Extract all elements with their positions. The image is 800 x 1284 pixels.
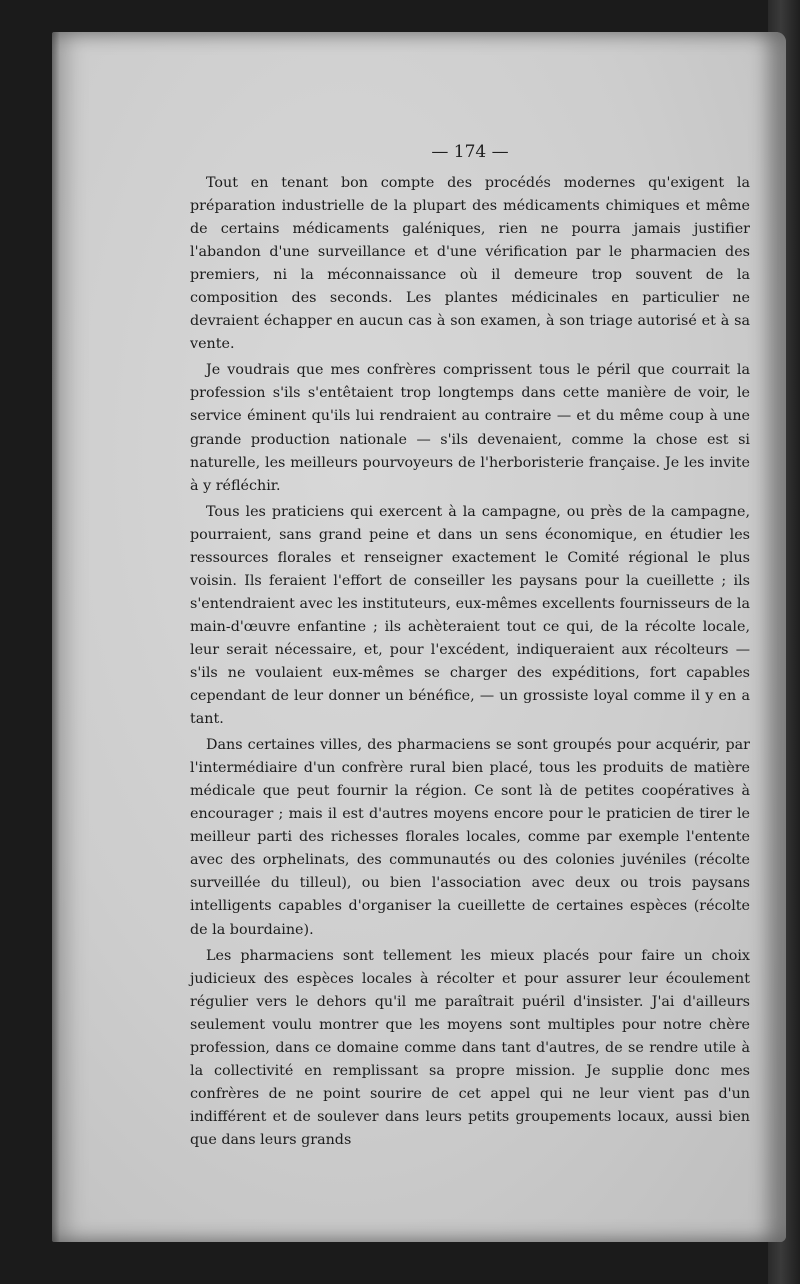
paragraph-4: Dans certaines villes, des pharmaciens se sont groupés pour acquérir, par l'intermédiaire d'un confrère rural bien placé, tous les produits de matière médicale que peut fournir la région. Ce sont là de petites coopératives à encourager ; mais il est d'autres moyens encore pour le praticien de tirer le meilleur parti des richesses florales locales, comme par exemple l'entente avec des orphelinats, des communautés ou des colonies juvéniles (récolte surveillée du tilleul), ou bien l'association avec deux ou trois paysans intelligents capables d'organiser la cueillette de certaines espèces (récolte de la bourdaine). <box>190 737 750 938</box>
paragraph-3: Tous les praticiens qui exercent à la campagne, ou près de la campagne, pourraient, sans grand peine et dans un sens économique, en étudier les ressources florales et renseigner exactement le Comité régional le plus voisin. Ils feraient l'effort de conseiller les paysans pour la cueillette ; ils s'entendraient avec les instituteurs, eux-mêmes excellents fournisseurs de la main-d'œuvre enfantine ; ils achèteraient tout ce qui, de la récolte locale, leur serait nécessaire, et, pour l'excédent, indiqueraient aux récolteurs — s'ils ne voulaient eux-mêmes se charger des expéditions, fort capables cependant de leur donner un bénéfice, — un grossiste loyal comme il y en a tant. <box>190 503 750 728</box>
page-number: — 174 — <box>431 142 509 162</box>
body-text <box>190 172 750 1155</box>
paragraph-2: Je voudrais que mes confrères comprissent tous le péril que courrait la profession s'ils s'entêtaient trop longtemps dans cette manière de voir, le service éminent qu'ils lui rendraient au contraire — et du même coup à une grande production nationale — s'ils devenaient, comme la chose est si naturelle, les meilleurs pourvoyeurs de l'herboristerie française. Je les invite à y réfléchir. <box>190 362 750 494</box>
paragraph-1: Tout en tenant bon compte des procédés modernes qu'exigent la préparation industrielle de la plupart des médicaments chimiques et même de certains médicaments galéniques, rien ne pourra jamais justifier l'abandon d'une surveillance et d'une vérification par le pharmacien des premiers, ni la méconnaissance où il demeure trop souvent de la composition des seconds. Les plantes médicinales en particulier ne devraient échapper en aucun cas à son examen, à son triage autorisé et à sa vente. <box>190 175 750 353</box>
paragraph-5: Les pharmaciens sont tellement les mieux placés pour faire un choix judicieux des espèces locales à récolter et pour assurer leur écoulement régulier vers le dehors qu'il me paraîtrait puéril d'insister. J'ai d'ailleurs seulement voulu montrer que les moyens sont multiples pour notre chère profession, dans ce domaine comme dans tant d'autres, de se rendre utile à la collectivité en remplissant sa propre mission. Je supplie donc mes confrères de ne point sourire de cet appel qui ne leur vient pas d'un indifférent et de soulever dans leurs petits groupements locaux, aussi bien que dans leurs grands <box>190 947 750 1148</box>
page-gutter-shadow <box>52 32 60 1242</box>
